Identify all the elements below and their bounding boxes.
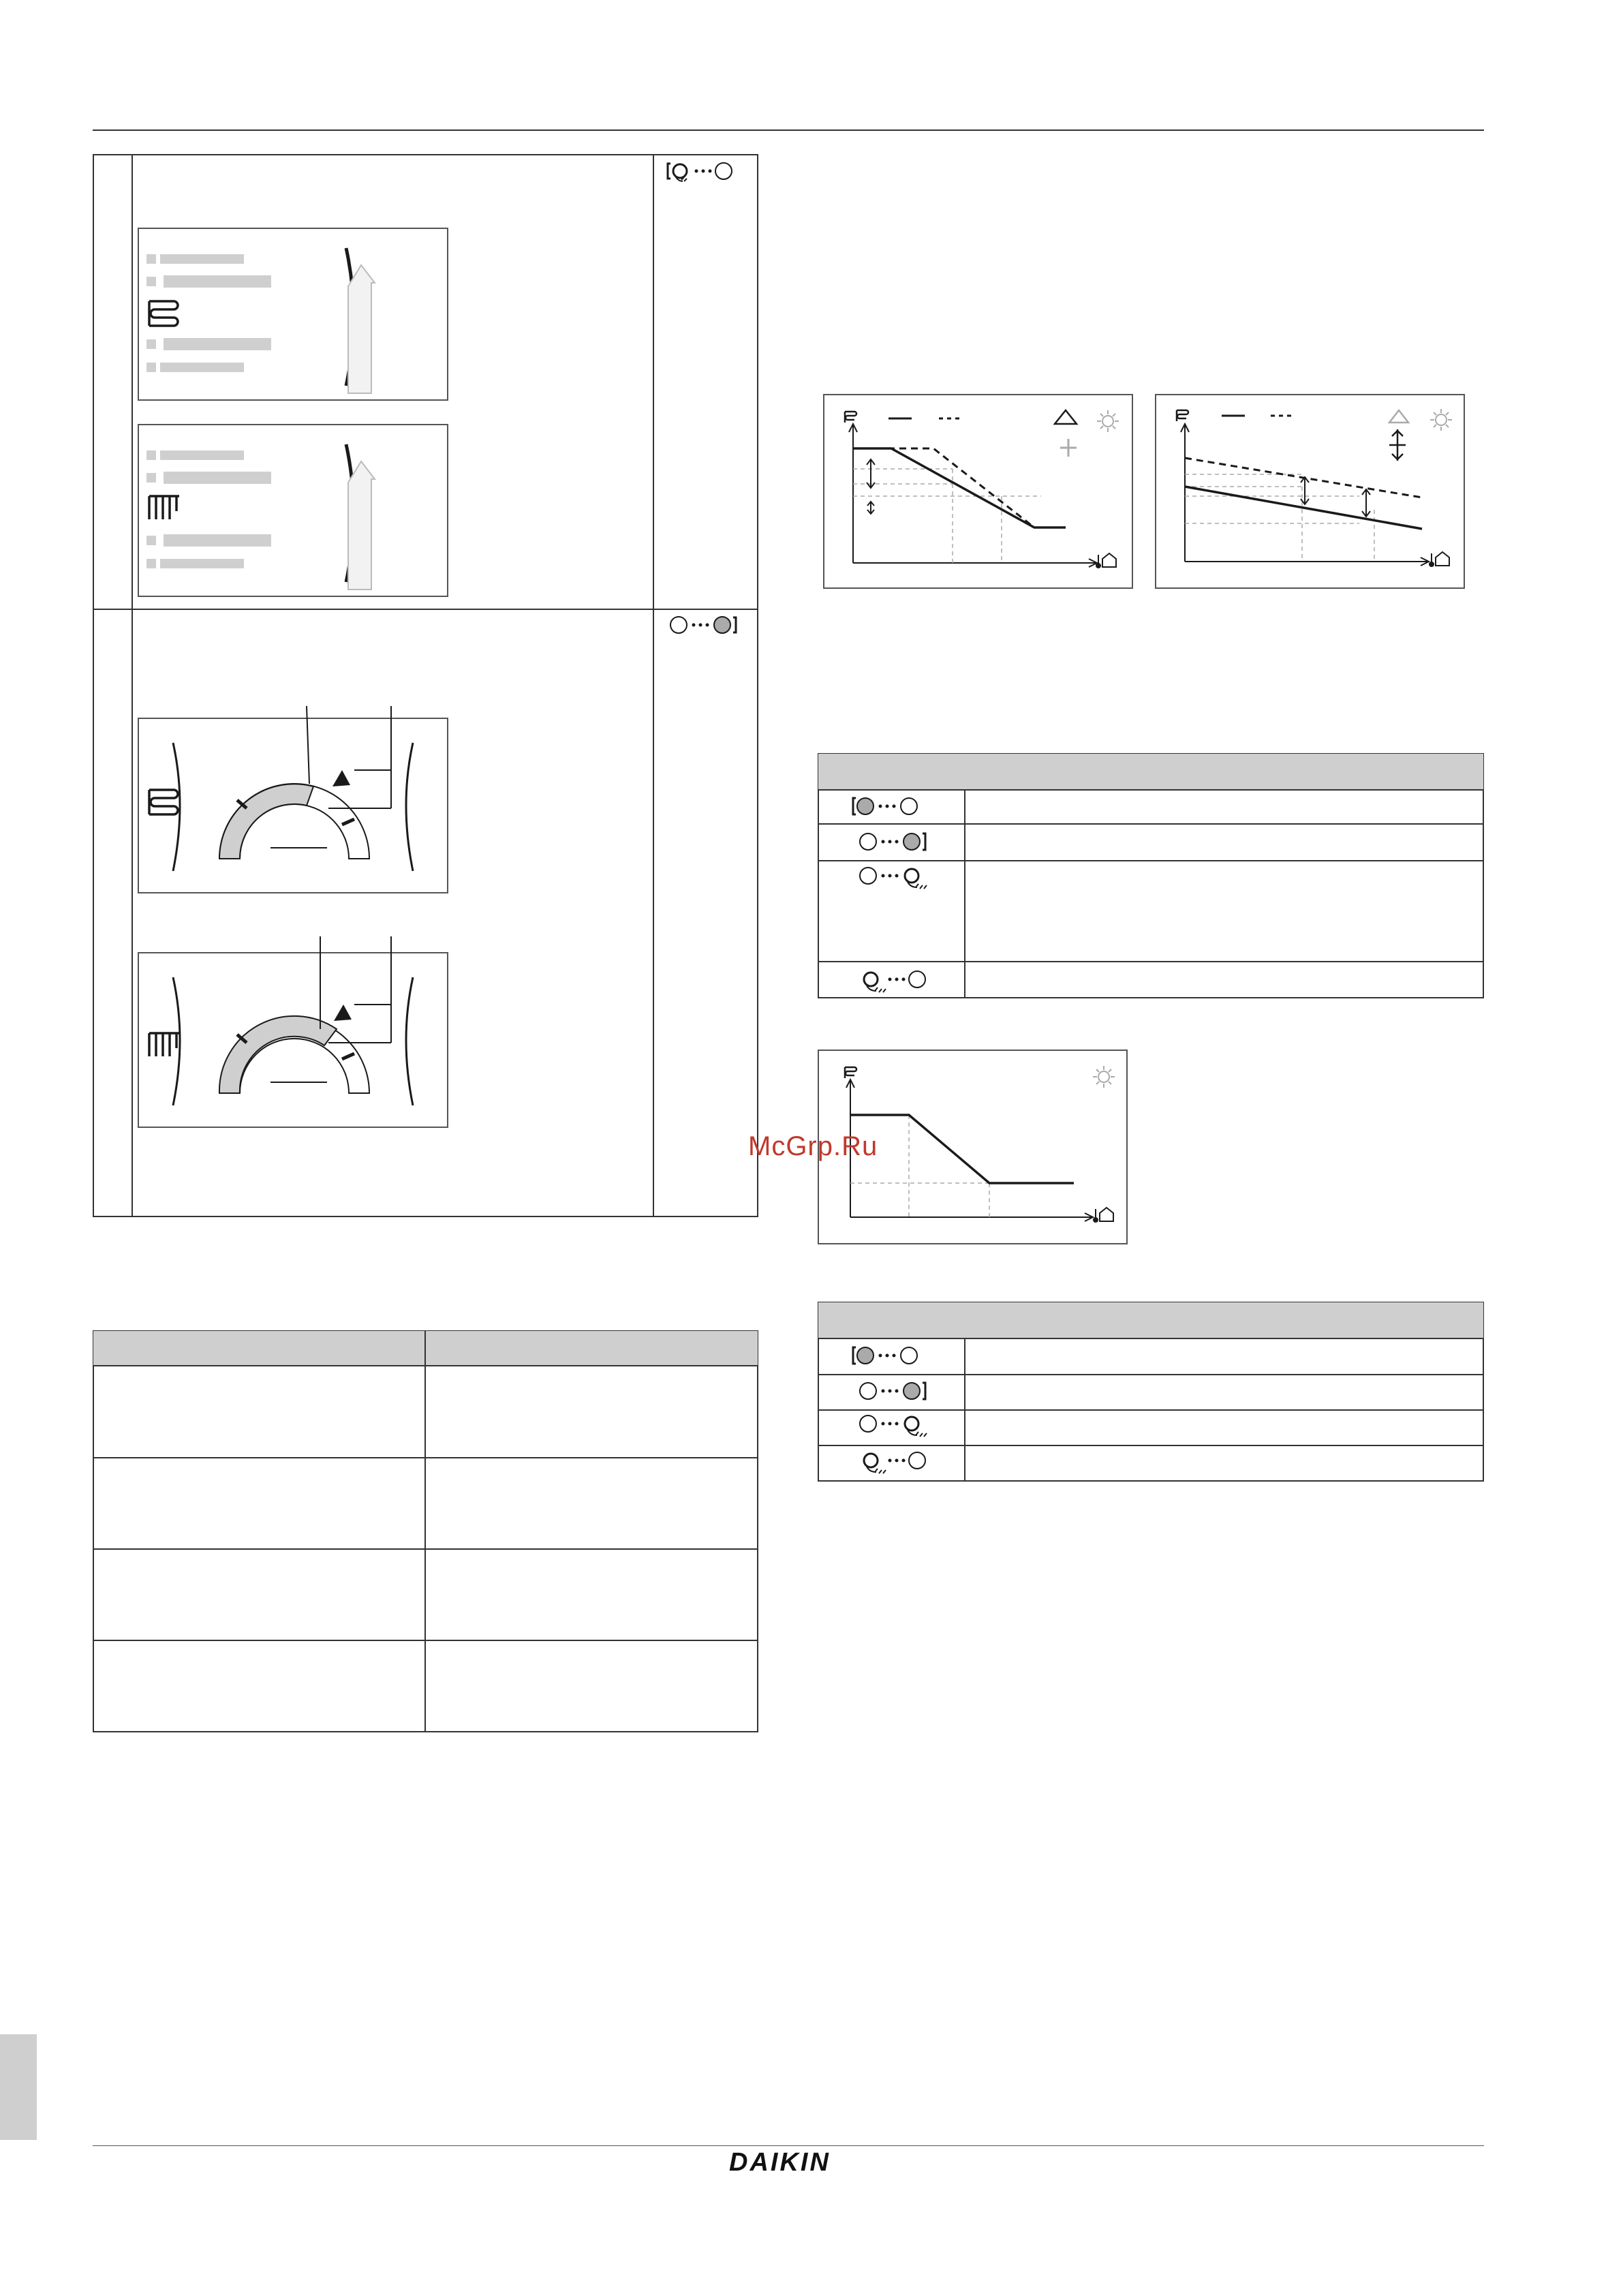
dashed-curve	[853, 448, 1034, 527]
plus-icon	[1060, 439, 1077, 457]
left-dial-push-icon	[860, 1449, 935, 1476]
procedure-row-divider	[93, 609, 758, 610]
legend-table-1-header	[818, 754, 1483, 789]
menu-bullet	[146, 536, 156, 545]
daikin-logo: DAIKIN	[729, 2148, 831, 2177]
legend-table-1-row-divider	[818, 789, 1484, 791]
delta-icon	[1055, 410, 1077, 424]
menu-bullet	[146, 559, 156, 568]
heating-curve-icon	[845, 412, 856, 423]
double-arrow	[867, 459, 875, 488]
menu-bullet	[146, 277, 156, 286]
settings-table-row-divider	[93, 1640, 758, 1641]
settings-table-row-divider	[93, 1548, 758, 1550]
curve-chart-2-point-drawing	[823, 394, 1133, 589]
radiator-icon	[146, 1029, 182, 1059]
scroll-arrow	[344, 262, 385, 395]
outdoor-temperature-icon	[1429, 552, 1449, 566]
chapter-side-tab	[0, 2034, 37, 2140]
footer-rule	[93, 2145, 1484, 2146]
y-axis	[849, 424, 857, 563]
sun-icon	[1093, 1066, 1115, 1088]
double-arrow	[867, 502, 874, 514]
y-axis	[1181, 424, 1189, 562]
heating-curve-icon	[845, 1067, 856, 1078]
legend-table-1-row-divider	[818, 961, 1484, 962]
solid-curve	[1185, 487, 1422, 529]
heating-curve-icon	[1177, 410, 1188, 421]
radiator-icon	[146, 492, 182, 522]
menu-bullet	[146, 450, 156, 460]
legend-table-2-row-divider	[818, 1374, 1484, 1375]
menu-bullet	[146, 339, 156, 349]
x-axis	[853, 559, 1097, 567]
sun-icon	[1097, 410, 1119, 432]
push-dial-to-right-icon	[666, 159, 741, 184]
x-axis	[1185, 557, 1429, 566]
legend-table-1-row-divider	[818, 823, 1484, 825]
delta-icon	[1389, 410, 1408, 423]
x-axis	[850, 1213, 1093, 1221]
left-dial-turn-icon	[852, 795, 927, 818]
legend-table-1-col-divider	[964, 789, 965, 998]
menu-item-bar	[160, 559, 244, 568]
menu-item-bar	[160, 363, 244, 372]
outdoor-temperature-icon	[1094, 1208, 1113, 1222]
legend-table-1-row-divider	[818, 860, 1484, 861]
left-dial-turn-icon	[852, 1344, 927, 1367]
menu-item-bar	[164, 472, 271, 484]
legend-table-2-row-divider	[818, 1338, 1484, 1339]
solid-curve	[853, 448, 1066, 527]
gauge-underfloor	[138, 702, 448, 893]
menu-item-bar	[160, 450, 244, 460]
watermark: McGrp.Ru	[748, 1131, 878, 1161]
turn-right-dial-icon	[668, 613, 743, 638]
right-dial-push-icon	[857, 1412, 932, 1442]
menu-bullet	[146, 473, 156, 483]
left-dial-push-icon	[860, 968, 935, 995]
menu-item-bar	[164, 275, 271, 288]
right-dial-turn-icon	[857, 830, 932, 853]
menu-item-bar	[160, 254, 244, 264]
scroll-arrow	[344, 459, 385, 592]
double-arrow	[1362, 489, 1370, 517]
outdoor-temperature-icon	[1096, 553, 1116, 568]
right-dial-push-icon	[857, 864, 932, 894]
sun-icon	[1430, 409, 1452, 431]
settings-table-row-divider	[93, 1365, 758, 1366]
plus-arrows-icon	[1389, 429, 1406, 461]
solid-curve	[850, 1115, 1074, 1183]
curve-chart-slope-offset-drawing	[1155, 394, 1465, 589]
procedure-col-divider-1	[132, 154, 133, 1217]
header-rule	[93, 129, 1484, 131]
menu-item-bar	[164, 338, 271, 350]
procedure-col-divider-2	[653, 154, 654, 1217]
menu-bullet	[146, 254, 156, 264]
legend-table-2-row-divider	[818, 1445, 1484, 1446]
legend-table-2-row-divider	[818, 1409, 1484, 1411]
menu-item-bar	[164, 534, 271, 547]
right-dial-turn-icon	[857, 1379, 932, 1403]
legend-table-2-header	[818, 1302, 1483, 1338]
menu-bullet	[146, 363, 156, 372]
underfloor-heating-icon	[146, 787, 181, 817]
gauge-radiator	[138, 934, 448, 1128]
settings-table-row-divider	[93, 1457, 758, 1458]
settings-table-col-divider	[424, 1330, 426, 1732]
underfloor-heating-icon	[146, 299, 181, 328]
